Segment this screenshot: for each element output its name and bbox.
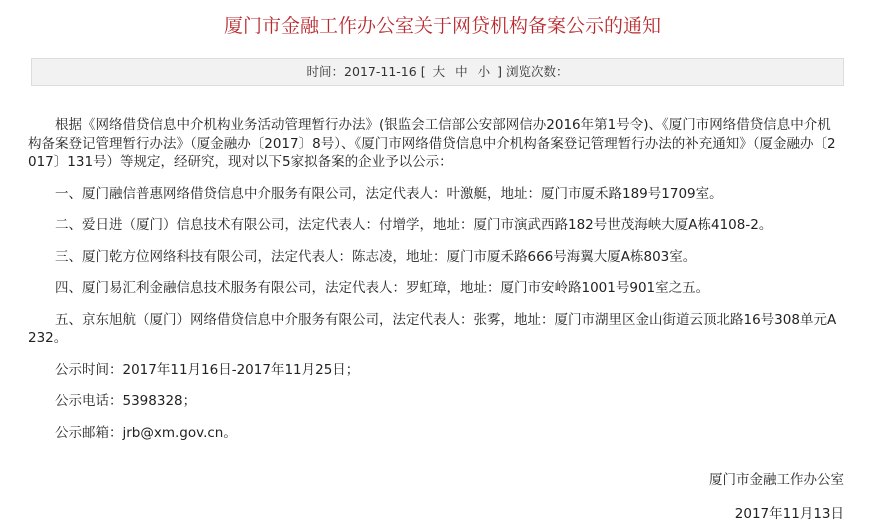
meta-bar <box>31 58 844 86</box>
signature-date: 2017年11月13日 <box>734 506 844 522</box>
article-body <box>28 116 844 442</box>
publicity-phone: 公示电话：5398328； <box>55 393 197 409</box>
publicity-email: 公示邮箱：jrb@xm.gov.cn。 <box>55 424 237 441</box>
publicity-period: 公示时间：2017年11月16日-2017年11月25日； <box>55 361 360 378</box>
font-size-small-link[interactable]: 小 <box>477 64 491 79</box>
view-count-label: 浏览次数： <box>505 64 569 79</box>
publish-date: 2017-11-16 <box>344 64 417 79</box>
font-size-medium-link[interactable]: 中 <box>455 64 468 79</box>
font-size-bracket-close: ] <box>497 64 502 79</box>
intro-paragraph: 根据《网络借贷信息中介机构业务活动管理暂行办法》(银监会工信部公安部网信办2016年第1号令)、《厦门市网络借贷信息中介机构备案登记管理暂行办法》（厦金融办〔2017〕8号）、《厦门市网络借贷信息中介机构备案登记管理暂行办法的补充通知》（厦金融办〔2017〕131号）等规定，经研究，现对以下5家拟备案的企业予以公示： <box>28 117 836 170</box>
list-item: 五、京东旭航（厦门）网络借贷信息中介服务有限公司，法定代表人：张雾，地址：厦门市湖里区金山街道云顶北路16号308单元A232。 <box>28 311 837 346</box>
font-size-large-link[interactable]: 大 <box>432 64 446 79</box>
list-item: 四、厦门易汇利金融信息技术服务有限公司，法定代表人：罗虹璋，地址：厦门市安岭路1001号901室之五。 <box>55 280 710 296</box>
list-item: 一、厦门融信普惠网络借贷信息中介服务有限公司，法定代表人：叶激艇，地址：厦门市厦禾路189号1709室。 <box>55 185 723 202</box>
font-size-bracket-open: [ <box>420 64 426 79</box>
list-item: 三、厦门乾方位网络科技有限公司，法定代表人：陈志凌，地址：厦门市厦禾路666号海翼大厦A栋803室。 <box>55 248 697 265</box>
time-label: 时间： <box>306 64 345 79</box>
signature-org: 厦门市金融工作办公室 <box>709 472 844 488</box>
list-item: 二、爱日进（厦门）信息技术有限公司，法定代表人：付增学，地址：厦门市演武西路182号世茂海峡大厦A栋4108-2。 <box>55 217 773 233</box>
page-title: 厦门市金融工作办公室关于网贷机构备案公示的通知 <box>223 15 661 37</box>
